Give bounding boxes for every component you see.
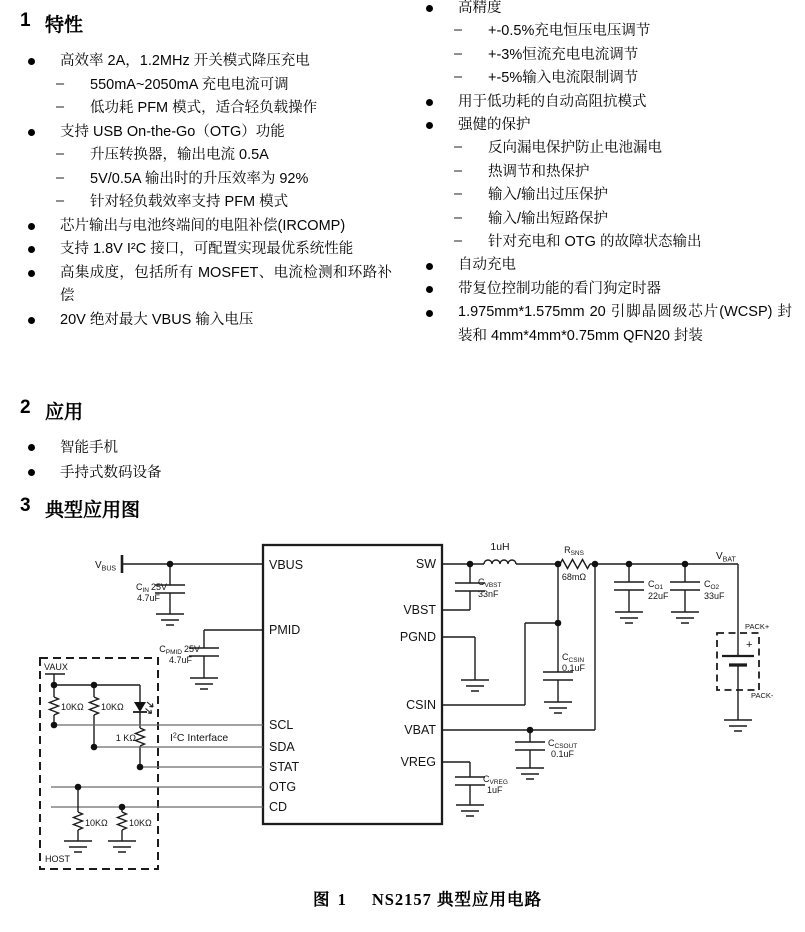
resistor-otg-pulldown: [74, 787, 83, 841]
section-title: 典型应用图: [45, 500, 141, 521]
cap-cvbst-value: 33nF: [478, 589, 499, 599]
resistor-led-series: [136, 712, 145, 767]
cap-co2-label: $C_{O2}$: [704, 579, 720, 591]
bullet-item-text: 芯片输出与电池终端间的电阻补偿(IRCOMP): [60, 217, 346, 234]
dash-icon: –: [56, 75, 65, 92]
ground-symbol: [64, 841, 92, 852]
dash-icon: –: [454, 233, 463, 250]
cap-cvreg-value: 1uF: [487, 785, 503, 795]
figure-title: NS2157 典型应用电路: [371, 890, 543, 909]
dash-icon: –: [454, 162, 463, 179]
cap-ccsin-value: 0.1uF: [562, 663, 586, 673]
resistor-otg-label: 10KΩ: [85, 818, 108, 828]
pin-label-vbus: VBUS: [269, 558, 304, 572]
bullet-item-text: 1.975mm*1.575mm 20 引脚晶圆级芯片(WCSP) 封装和 4mm*4mm*0.75mm QFN20 封装: [458, 304, 792, 344]
sense-resistor-icon: [560, 560, 590, 569]
dash-icon: –: [454, 186, 463, 203]
sub-item-text: +-5%输入电流限制调节: [488, 70, 639, 87]
sub-item-text: 输入/输出过压保护: [488, 187, 609, 204]
vbat-output-label: $V_{BAT}$: [716, 551, 736, 564]
cap-co1-value: 22uF: [648, 591, 669, 601]
bullet-item-text: 自动充电: [458, 257, 516, 274]
pin-label-otg: OTG: [269, 780, 297, 794]
host-interface-section: [40, 658, 263, 869]
sub-item-text: 反向漏电保护防止电池漏电: [488, 140, 662, 157]
ground-symbol: [544, 702, 572, 713]
cap-co2-value: 33uF: [704, 591, 725, 601]
section-number: 1: [20, 10, 31, 31]
resistor-cd-label: 10KΩ: [129, 818, 152, 828]
cap-cpmid-label: $C_{PMID}$ 25V: [159, 644, 200, 656]
sub-item-text: 升压转换器，输出电流 0.5A: [90, 147, 269, 163]
i2c-interface-label: $I^2C$ Interface: [170, 732, 229, 744]
pin-label-scl: SCL: [269, 718, 294, 732]
ground-symbol: [190, 678, 218, 689]
ground-symbol: [615, 612, 643, 623]
cap-cvreg-label: $C_{VREG}$: [483, 774, 508, 786]
dash-icon: –: [454, 209, 463, 226]
sub-item-text: +-0.5%充电恒压电压调节: [488, 23, 651, 40]
bullet-item-text: 带复位控制功能的看门狗定时器: [458, 280, 661, 297]
sub-item-text: 550mA~2050mA 充电电流可调: [90, 76, 289, 93]
cap-ccsin-label: $C_{CSIN}$: [562, 652, 585, 664]
led-icon: [134, 702, 146, 712]
dash-icon: –: [454, 139, 463, 156]
resistor-scl-pullup: [50, 685, 59, 725]
ground-symbol: [108, 841, 136, 852]
section-title: 特性: [45, 15, 84, 36]
dash-icon: –: [56, 169, 65, 186]
resistor-scl-pullup-label: 10KΩ: [61, 702, 84, 712]
sub-item-text: 5V/0.5A 输出时的升压效率为 92%: [90, 170, 309, 187]
sub-item-text: 热调节和热保护: [488, 163, 590, 180]
section-number: 2: [20, 397, 31, 418]
dash-icon: –: [56, 146, 65, 162]
resistor-cd-pulldown: [118, 807, 127, 841]
vaux-label: VAUX: [44, 662, 68, 672]
pin-label-cd: CD: [269, 800, 288, 814]
pin-label-sda: SDA: [269, 740, 295, 754]
cap-cvbst-label: $C_{VBST}$: [478, 577, 502, 589]
pin-label-pgnd: PGND: [399, 630, 436, 644]
pin-label-csin: CSIN: [406, 698, 436, 712]
sub-item-text: 低功耗 PFM 模式，适合轻负载操作: [90, 100, 318, 116]
cap-cin-value: 4.7uF: [136, 593, 160, 603]
host-label: HOST: [45, 854, 71, 864]
figure-caption: [50, 886, 805, 910]
resistor-led-label: 1 KΩ: [115, 733, 136, 743]
pin-label-vreg: VREG: [400, 755, 436, 769]
bullet-item-text: 支持 1.8V I²C 接口，可配置实现最优系统性能: [60, 241, 354, 257]
sub-item-text: 针对轻负载效率支持 PFM 模式: [90, 194, 289, 210]
section-title: 应用: [45, 402, 84, 423]
sense-resistor-label: $R_{SNS}$: [564, 545, 584, 557]
inductor-label: 1uH: [490, 541, 510, 553]
section-number: 3: [20, 495, 31, 516]
pin-label-vbst: VBST: [403, 603, 436, 617]
cap-co1-label: $C_{O1}$: [648, 579, 664, 591]
cap-ccsout-value: 0.1uF: [551, 749, 575, 759]
resistor-sda-pullup-label: 10KΩ: [101, 702, 124, 712]
dash-icon: –: [454, 22, 463, 39]
ground-symbol: [516, 768, 544, 779]
cap-cpmid-value: 4.7uF: [168, 655, 192, 665]
ic-block: [263, 545, 442, 824]
sub-item-text: 针对充电和 OTG 的故障状态输出: [488, 234, 702, 251]
bullet-item-text: 高精度: [458, 0, 502, 16]
pack-negative-label: PACK-: [751, 691, 774, 700]
vbus-input-label: $V_{BUS}$: [95, 560, 117, 573]
dash-icon: –: [56, 99, 65, 115]
pin-label-vbat: VBAT: [404, 723, 436, 737]
sub-item-text: +-3%恒流充电电流调节: [488, 46, 639, 63]
figure-label: 图 1: [312, 890, 348, 909]
ground-symbol: [456, 805, 484, 816]
input-section: [95, 555, 263, 689]
pin-label-stat: STAT: [269, 760, 300, 774]
ground-symbol: [461, 680, 489, 691]
bullet-item-text: 高效率 2A，1.2MHz 开关模式降压充电: [60, 53, 310, 69]
ground-symbol: [671, 612, 699, 623]
bullet-item-text: 智能手机: [60, 440, 118, 456]
pack-positive-label: PACK+: [745, 622, 770, 631]
cap-ccsout-label: $C_{CSOUT}$: [548, 738, 578, 750]
inductor-icon: [484, 560, 516, 564]
bullet-item-text: 支持 USB On-the-Go（OTG）功能: [60, 123, 285, 140]
bullet-item-text: 强健的保护: [458, 117, 531, 134]
cap-cin-label: $C_{IN}$ 25V: [135, 582, 167, 594]
pin-label-sw: SW: [415, 557, 436, 571]
resistor-sda-pullup: [90, 685, 99, 747]
battery-plus-sign: +: [746, 639, 753, 651]
sub-item-text: 输入/输出短路保护: [488, 210, 609, 227]
bullet-item-text: 高集成度，包括所有 MOSFET、电流检测和环路补偿: [60, 264, 392, 304]
pin-label-pmid: PMID: [269, 623, 301, 637]
output-section: [442, 541, 774, 816]
dash-icon: –: [454, 45, 463, 62]
dash-icon: –: [56, 193, 65, 209]
dash-icon: –: [454, 69, 463, 86]
ground-symbol: [724, 720, 752, 731]
bullet-item-text: 用于低功耗的自动高阻抗模式: [458, 93, 647, 110]
bullet-item-text: 20V 绝对最大 VBUS 输入电压: [60, 311, 254, 328]
ground-symbol: [156, 614, 184, 625]
bullet-item-text: 手持式数码设备: [60, 465, 162, 481]
sense-resistor-value: 68mΩ: [561, 572, 587, 582]
